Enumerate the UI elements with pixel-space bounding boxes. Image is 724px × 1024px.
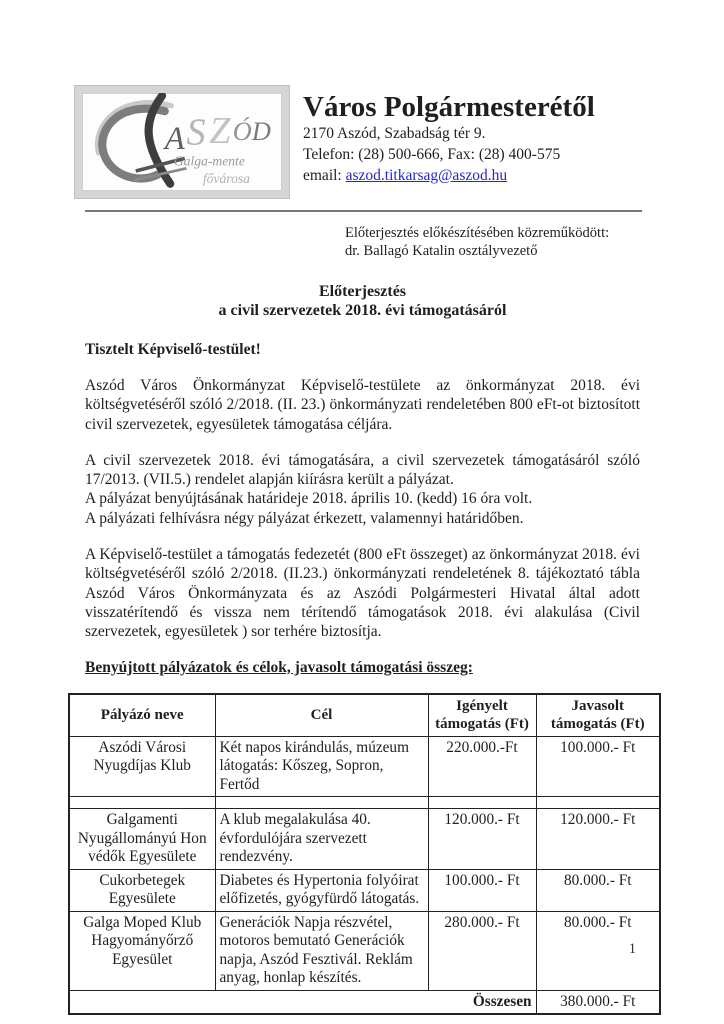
logo-letter-z: Z xyxy=(209,109,231,152)
logo-swirl-ring xyxy=(102,109,164,179)
sender-block xyxy=(303,86,595,186)
requested-amount: 120.000.- Ft xyxy=(428,809,536,870)
header-requested: Igényelt támogatás (Ft) xyxy=(428,694,536,737)
table-row xyxy=(69,736,660,797)
sender-title: Város Polgármesterétől xyxy=(303,91,595,123)
aszod-city-logo xyxy=(75,86,289,198)
document-subject xyxy=(85,282,640,320)
logo-letter-d: D xyxy=(251,117,271,147)
contributor-note xyxy=(345,224,640,260)
logo-letter-a: A xyxy=(164,121,185,158)
email-link[interactable]: aszod.titkarsag@aszod.hu xyxy=(345,167,508,184)
proposed-amount: 80.000.- Ft xyxy=(536,869,660,911)
header-applicant: Pályázó neve xyxy=(69,694,215,737)
grants-table xyxy=(68,693,661,1016)
page-number: 1 xyxy=(628,941,636,957)
paragraph-3: A Képviselő-testület a támogatás fedezetét (800 eFt összeget) az önkormányzat 2018. évi költségvetéséről szóló 2/2018. (II.23.) önkormányzati rendeletének 8. tájékoztató tábla Aszód Város Önkormányzata és az Aszódi Polgármesteri Hivatal által adott visszatérítendő és vissza nem térítendő támogatások 2018. évi alakulása (Civil szervezetek, egyesületek ) sor terhére biztosítja. xyxy=(85,546,640,641)
paragraph-2c: A pályázati felhívásra négy pályázat érkezett, valamennyi határidőben. xyxy=(85,509,524,527)
email-label: email: xyxy=(303,167,342,184)
table-header-row xyxy=(69,694,660,737)
total-amount: 380.000.- Ft xyxy=(536,990,660,1014)
logo-tagline-line2: fővárosa xyxy=(202,170,251,186)
paragraph-1: Aszód Város Önkormányzat Képviselő-testülete az önkormányzat 2018. évi költségvetéséről szóló 2/2018. (II. 23.) önkormányzati rendeletében 800 eFt-ot biztosított civil szervezetek, egyesületek támogatása céljára. xyxy=(85,377,640,433)
proposed-amount: 120.000.- Ft xyxy=(536,809,660,870)
table-row-empty xyxy=(69,797,660,809)
subject-line1: Előterjesztés xyxy=(318,283,407,300)
table-row xyxy=(69,809,660,870)
table-row xyxy=(69,869,660,911)
logo-letter-o: Ó xyxy=(232,117,252,147)
requested-amount: 280.000.- Ft xyxy=(428,911,536,990)
requested-amount: 100.000.- Ft xyxy=(428,869,536,911)
contributor-line2: dr. Ballagó Katalin osztályvezető xyxy=(345,243,538,259)
applicant-name xyxy=(69,797,215,809)
paragraph-2b: A pályázat benyújtásának határideje 2018. április 10. (kedd) 16 óra volt. xyxy=(85,490,533,508)
contributor-line1: Előterjesztés előkészítésében közreműködött: xyxy=(345,225,610,241)
subject-line2: a civil szervezetek 2018. évi támogatásáról xyxy=(218,302,507,319)
table-row xyxy=(69,911,660,990)
sender-address: 2170 Aszód, Szabadság tér 9. xyxy=(303,125,486,142)
salutation: Tisztelt Képviselő-testület! xyxy=(85,341,261,358)
proposed-amount: 100.000.- Ft xyxy=(536,736,660,797)
applicant-goal: Diabetes és Hypertonia folyóirat előfizetés, gyógyfürdő látogatás. xyxy=(215,869,428,911)
proposed-amount xyxy=(536,797,660,809)
paragraph-2a: A civil szervezetek 2018. évi támogatására, a civil szervezetek támogatásáról szóló 17/2013. (VII.5.) rendelet alapján kiírásra került a pályázat. xyxy=(85,451,640,489)
applicant-goal: Két napos kirándulás, múzeum látogatás: Kőszeg, Sopron, Fertőd xyxy=(215,736,428,797)
header-divider xyxy=(85,210,642,212)
logo-letter-s: S xyxy=(186,111,206,154)
sender-email-line xyxy=(303,165,595,186)
applicant-goal xyxy=(215,797,428,809)
applicant-name: Cukorbetegek Egyesülete xyxy=(69,869,215,911)
applicant-goal: Generációk Napja részvétel, motoros bemutató Generációk napja, Aszód Fesztivál. Reklám anyag, honlap készítés. xyxy=(215,911,428,990)
header-goal: Cél xyxy=(215,694,428,737)
applicant-name: Galga Moped Klub Hagyományőrző Egyesület xyxy=(69,911,215,990)
proposed-amount: 80.000.- Ft xyxy=(536,911,660,990)
requested-amount: 220.000.-Ft xyxy=(428,736,536,797)
applicant-goal: A klub megalakulása 40. évfordulójára szervezett rendezvény. xyxy=(215,809,428,870)
applicant-name: Galgamenti Nyugállományú Hon védők Egyesülete xyxy=(69,809,215,870)
letterhead xyxy=(75,86,640,198)
header-proposed: Javasolt támogatás (Ft) xyxy=(536,694,660,737)
total-label: Összesen xyxy=(69,990,536,1014)
sender-phone-fax: Telefon: (28) 500-666, Fax: (28) 400-575 xyxy=(303,146,561,163)
logo-tagline-line1: Galga-mente xyxy=(173,153,245,169)
aszod-logo-graphic xyxy=(82,93,282,191)
table-heading: Benyújtott pályázatok és célok, javasolt támogatási összeg: xyxy=(85,658,473,676)
requested-amount xyxy=(428,797,536,809)
applicant-name: Aszódi Városi Nyugdíjas Klub xyxy=(69,736,215,797)
table-total-row xyxy=(69,990,660,1014)
